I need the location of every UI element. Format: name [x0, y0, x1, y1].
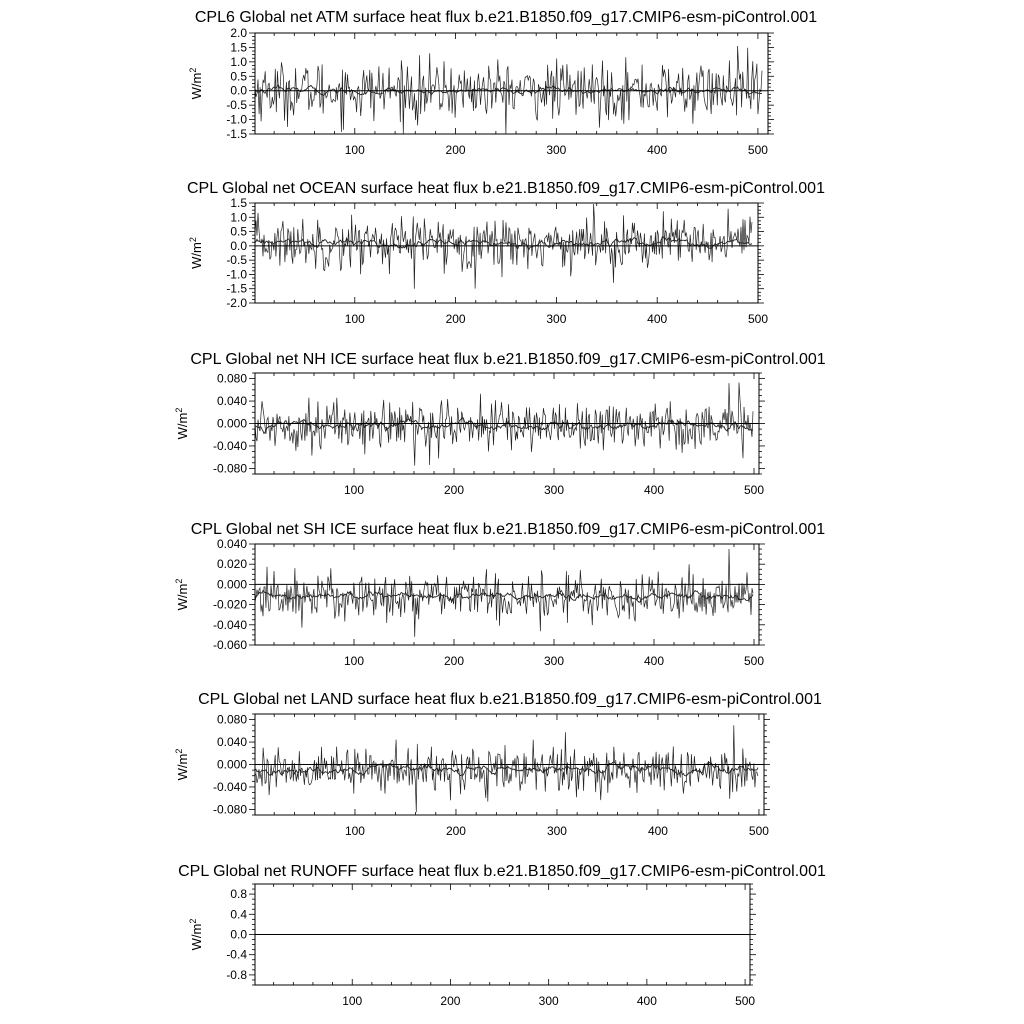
x-tick-label: 400 [636, 994, 657, 1008]
panel-6 [178, 863, 826, 1008]
panel-title: CPL6 Global net ATM surface heat flux b.e21.B1850.f09_g17.CMIP6-esm-piControl.001 [194, 9, 818, 26]
panel-title: CPL Global net OCEAN surface heat flux b.e21.B1850.f09_g17.CMIP6-esm-piControl.001 [187, 180, 825, 197]
x-tick-label: 500 [747, 312, 769, 326]
x-tick-label: 300 [543, 654, 565, 668]
y-tick-label: -1.5 [226, 127, 247, 141]
y-tick-label: 0.0 [230, 927, 247, 942]
y-tick-label: 0.000 [216, 757, 247, 772]
y-tick-label: 0.0 [230, 83, 247, 98]
y-tick-label: 1.0 [230, 210, 247, 225]
x-tick-label: 100 [344, 824, 365, 838]
y-tick-label: -0.040 [212, 779, 247, 794]
y-tick-label: 0.080 [216, 371, 247, 386]
y-tick-label: -2.0 [226, 296, 247, 310]
x-tick-label: 100 [343, 483, 365, 497]
y-tick-label: 0.040 [216, 537, 247, 551]
y-tick-label: 2.0 [230, 26, 247, 40]
y-tick-label: 0.080 [216, 712, 247, 727]
x-tick-label: 200 [440, 994, 461, 1008]
panel-5 [174, 691, 822, 838]
x-tick-label: 400 [647, 312, 668, 326]
x-tick-label: 100 [342, 994, 363, 1008]
x-tick-label: 100 [344, 312, 365, 326]
x-tick-label: 400 [643, 483, 665, 497]
y-axis-label: $W/m^2$ [174, 578, 190, 611]
y-tick-label: -1.0 [226, 112, 247, 127]
y-axis-label: $W/m^2$ [188, 237, 204, 269]
y-tick-label: -0.5 [226, 98, 247, 113]
y-tick-label: 1.0 [230, 54, 247, 69]
x-tick-label: 300 [543, 483, 565, 497]
panel-3 [174, 351, 826, 497]
x-tick-label: 500 [735, 994, 756, 1008]
x-tick-label: 500 [748, 824, 769, 838]
y-tick-label: -0.020 [212, 597, 247, 612]
panel-title: CPL Global net LAND surface heat flux b.e21.B1850.f09_g17.CMIP6-esm-piControl.001 [198, 691, 822, 708]
y-tick-label: -0.080 [212, 461, 247, 476]
x-tick-label: 200 [445, 312, 466, 326]
y-axis-label: $W/m^2$ [188, 918, 204, 951]
y-axis-label: $W/m^2$ [188, 67, 204, 100]
y-tick-label: 0.040 [216, 394, 247, 409]
plot-frame [255, 203, 758, 303]
y-tick-label: -0.060 [212, 638, 247, 652]
panel-2 [187, 180, 825, 326]
y-axis-label: $W/m^2$ [174, 407, 190, 440]
y-tick-label: -1.0 [226, 267, 247, 282]
x-tick-label: 300 [546, 824, 567, 838]
x-tick-label: 200 [445, 143, 466, 157]
y-axis-label: $W/m^2$ [174, 748, 190, 781]
y-tick-label: 0.5 [230, 69, 247, 84]
x-tick-label: 500 [743, 654, 765, 668]
y-tick-label: -0.040 [212, 438, 247, 453]
panel-title: CPL Global net NH ICE surface heat flux b.e21.B1850.f09_g17.CMIP6-esm-piControl.001 [190, 351, 826, 368]
y-tick-label: -0.040 [212, 617, 247, 632]
y-tick-label: 0.020 [216, 557, 247, 572]
x-tick-label: 300 [538, 994, 559, 1008]
y-tick-label: 0.5 [230, 224, 247, 239]
y-tick-label: -0.4 [226, 947, 247, 962]
panel-title: CPL Global net RUNOFF surface heat flux b.e21.B1850.f09_g17.CMIP6-esm-piControl.001 [178, 863, 826, 880]
y-tick-label: -0.080 [212, 802, 247, 817]
y-tick-label: -1.5 [226, 281, 247, 296]
panel-title: CPL Global net SH ICE surface heat flux b.e21.B1850.f09_g17.CMIP6-esm-piControl.001 [190, 521, 826, 538]
series-line-annual [255, 549, 753, 637]
y-tick-label: 1.5 [230, 196, 247, 210]
x-tick-label: 200 [443, 483, 465, 497]
x-tick-label: 300 [546, 143, 567, 157]
y-tick-label: -0.8 [226, 967, 247, 982]
y-tick-label: 0.000 [216, 577, 247, 592]
y-tick-label: 0.000 [216, 416, 247, 431]
x-tick-label: 200 [443, 654, 465, 668]
x-tick-label: 500 [743, 483, 765, 497]
x-tick-label: 400 [643, 654, 665, 668]
series-line-annual [255, 725, 758, 812]
y-tick-label: 0.8 [230, 887, 247, 902]
y-tick-label: 0.4 [230, 907, 247, 922]
x-tick-label: 300 [546, 312, 567, 326]
x-tick-label: 100 [343, 654, 365, 668]
y-tick-label: 0.0 [230, 238, 247, 253]
panel-1 [188, 9, 817, 157]
x-tick-label: 100 [344, 143, 365, 157]
y-tick-label: 0.040 [216, 735, 247, 750]
x-tick-label: 200 [445, 824, 466, 838]
y-tick-label: 1.5 [230, 40, 247, 55]
x-tick-label: 400 [647, 143, 668, 157]
y-tick-label: -0.5 [226, 253, 247, 268]
x-tick-label: 400 [647, 824, 668, 838]
panel-4 [174, 521, 825, 668]
x-tick-label: 500 [747, 143, 768, 157]
